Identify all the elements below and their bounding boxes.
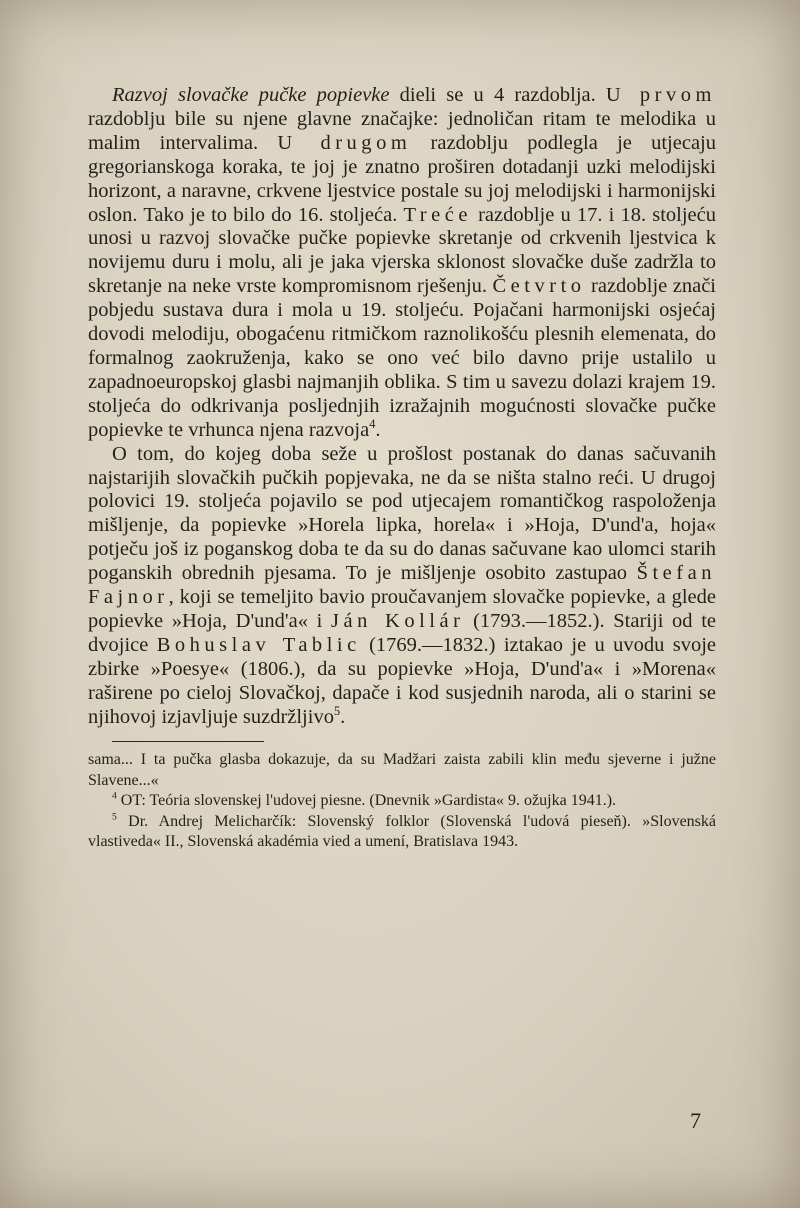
paragraph-2 (88, 443, 716, 730)
paragraph-2-text: (1793.—1852.). Stariji od te dvojice (88, 609, 716, 656)
paragraph-1-title: Razvoj slovačke pučke popievke (112, 84, 390, 106)
period-4-label: Četvrto (492, 275, 586, 298)
footnote-mark: 4 (112, 790, 117, 802)
footnote-divider (112, 741, 264, 742)
footnote-text: OT: Teória slovenskej l'udovej piesne. (Dnevnik »Gardista« 9. ožujka 1941.). (116, 792, 617, 810)
paragraph-2-text: , koji se temeljito bavio proučavanjem slovačke popievke, a glede popievke »Hoja, D'und'a« i (88, 586, 716, 632)
paragraph-1-text: razdoblje u 17. i 18. stoljeću unosi u razvoj slovačke pučke popievke skretanje od crkvenih ljestvica k novijemu duru i molu, ali je jaka vjerska sklonost slovačke duše zadržla to skretanje na neke vrste kompromisnom rješenju. (88, 203, 716, 298)
text-block (88, 84, 716, 853)
period-2-label: U drugom (277, 131, 412, 154)
footnote-mark: 5 (112, 811, 117, 823)
footnote-5 (88, 812, 716, 853)
paragraph-1-text: razdoblje znači pobjedu sustava dura i mola u 19. stoljeću. Pojačani harmonijski osjećaj dovodi melodiju, obogaćenu ritmičkom raznolikošću plesnih elemenata, do formalnog zaokruženja, kako se ono već bilo davno prije ustalilo u zapadnoeuropskoj glasbi najmanjih oblika. S tim u savezu dolazi krajem 19. stoljeća do odkrivanja posljednjih izražajnih mogućnosti slovačke pučke popievke te vrhunca njena razvoja (88, 275, 716, 441)
footnote-continuation (88, 750, 716, 791)
footnote-4 (88, 791, 716, 811)
paragraph-1-text: razdoblju bile su njene glavne značajke: jednoličan ritam te melodika u malim intervalima. (88, 107, 716, 154)
paragraph-2-text: (1769.—1832.) iztakao je u uvodu svoje zbirke »Poesye« (1806.), da su popievke »Hoja, D'und'a« i »Morena« raširene po cieloj Slovačkoj, dapače i kod susjednih naroda, ali o starini se njihovoj izjavljuje suzdržljivo (88, 633, 716, 728)
footnote-text: sama... I ta pučka glasba dokazuje, da su Madžari zaista zabili klin među sjeverne i južne Slavene...« (88, 751, 716, 789)
period-1-label: U prvom (605, 84, 716, 106)
person-name: Bohuslav Tablic (156, 633, 361, 656)
paragraph-1-text: dieli se u 4 razdoblja. (389, 84, 606, 106)
paragraph-2-text: O tom, do kojeg doba seže u prošlost postanak do danas sačuvanih najstarijih slovačkih pučkih popjevaka, ne da se ništa stalno reći. U drugoj polovici 19. stoljeća pojavilo se pod utjecajem romantičkog raspoloženja mišljenje, da popievke »Horela lipka, horela« i »Hoja, D'und'a, hoja« potječu još iz poganskog doba te da su do danas sačuvane kao ulomci starih poganskih obrednih pjesama. To je mišljenje osobito zastupao (88, 442, 716, 585)
footnote-text: Dr. Andrej Melicharčík: Slovenský folklor (Slovenská l'udová pieseň). »Slovenská vlastiveda« II., Slovenská akadémia vied a umení, Bratislava 1943. (88, 812, 716, 851)
footnote-ref-5: 5 (333, 703, 341, 718)
paragraph-1-text: . (375, 418, 381, 441)
footnote-ref-4: 4 (369, 416, 376, 431)
paragraph-1-text: razdoblju podlegla je utjecaju gregorianskoga koraka, te joj je znatno proširen dotadanji uzki melodijski horizont, a naravne, crkvene ljestvice postale su joj melodijski i harmonijski oslon. Tako je to bilo do 16. stoljeća. (88, 131, 716, 226)
paragraph-1 (88, 84, 716, 443)
person-name: Štefan Fajnor (88, 562, 716, 609)
paragraph-2-text: . (340, 705, 346, 728)
period-3-label: Treće (403, 203, 472, 226)
page-number: 7 (690, 1108, 701, 1133)
footnotes (88, 750, 716, 852)
person-name: Ján Kollár (330, 609, 465, 632)
body-text (88, 84, 716, 729)
